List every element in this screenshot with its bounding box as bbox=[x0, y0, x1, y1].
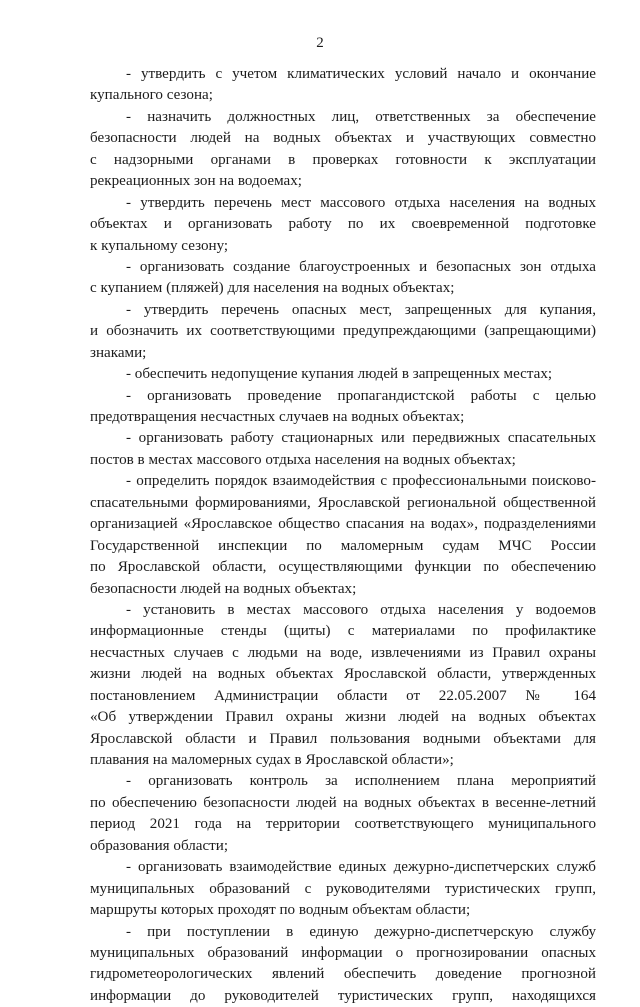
text-line: - организовать работу стационарных или передвижных спасательных bbox=[126, 430, 596, 447]
text-line: - утвердить с учетом климатических условий начало и окончание bbox=[126, 66, 596, 82]
text-line: жизни людей на водных объектах Ярославской области, утвержденных bbox=[90, 666, 596, 683]
text-line: с купанием (пляжей) для населения на водных объектах; bbox=[90, 280, 455, 297]
text-line: - определить порядок взаимодействия с профессиональными поисково- bbox=[126, 473, 596, 490]
text-line: период 2021 года на территории соответствующего муниципального bbox=[90, 816, 596, 833]
text-line: муниципальных образований с руководителями туристических групп, bbox=[90, 880, 596, 897]
text-line: организацией «Ярославское общество спасания на водах», подразделениями bbox=[90, 516, 596, 533]
text-line: гидрометеорологических явлений обеспечить доведение прогнозной bbox=[90, 966, 596, 983]
text-line: муниципальных образований информации о прогнозировании опасных bbox=[90, 944, 596, 961]
text-line: несчастных случаев с людьми на воде, извлечениями из Правил охраны bbox=[90, 644, 596, 661]
text-line: - назначить должностных лиц, ответственных за обеспечение bbox=[126, 108, 596, 125]
text-line: - установить в местах массового отдыха населения у водоемов bbox=[126, 601, 596, 618]
text-line: и обозначить их соответствующими предупреждающими (запрещающими) bbox=[90, 323, 596, 340]
text-line: Ярославской области и Правил пользования водными объектами для bbox=[90, 730, 596, 747]
text-line: купального сезона; bbox=[90, 87, 213, 104]
text-line: к купальному сезону; bbox=[90, 237, 229, 254]
text-line: - организовать взаимодействие единых дежурно-диспетчерских служб bbox=[126, 859, 596, 876]
text-line: постов в местах массового отдыха населения на водных объектах; bbox=[90, 451, 516, 468]
text-line: образования области; bbox=[90, 837, 229, 854]
text-line: информационные стенды (щиты) с материалами по профилактике bbox=[90, 623, 596, 640]
text-line: - обеспечить недопущение купания людей в запрещенных местах; bbox=[126, 366, 553, 383]
text-line: спасательными формированиями, Ярославской региональной общественной bbox=[90, 494, 596, 511]
text-line: по обеспечению безопасности людей на водных объектах в весенне-летний bbox=[90, 794, 596, 811]
text-line: безопасности людей на водных объектах и участвующих совместно bbox=[90, 130, 596, 147]
text-line: маршруты которых проходят по водным объектам области; bbox=[90, 902, 471, 919]
text-line: - утвердить перечень опасных мест, запрещенных для купания, bbox=[126, 301, 596, 318]
text-line: безопасности людей на водных объектах; bbox=[90, 580, 357, 597]
body-text bbox=[90, 64, 596, 1007]
text-line: рекреационных зон на водоемах; bbox=[90, 173, 302, 190]
text-line: «Об утверждении Правил охраны жизни людей на водных объектах bbox=[90, 709, 596, 726]
text-line: предотвращения несчастных случаев на водных объектах; bbox=[90, 409, 465, 425]
text-line: - организовать проведение пропагандистской работы с целью bbox=[126, 387, 596, 404]
text-line: объектах и организовать работу по их своевременной подготовке bbox=[90, 216, 596, 233]
page-number: 2 bbox=[316, 35, 324, 51]
text-line: Государственной инспекции по маломерным судам МЧС России bbox=[90, 537, 596, 554]
text-line: знаками; bbox=[90, 344, 147, 361]
text-line: - организовать контроль за исполнением плана мероприятий bbox=[126, 773, 596, 790]
text-line: плавания на маломерных судах в Ярославской области»; bbox=[90, 752, 454, 768]
text-line: постановлением Администрации области от 22.05.2007 № 164 bbox=[90, 687, 596, 704]
text-line: с надзорными органами в проверках готовности к эксплуатации bbox=[90, 151, 596, 168]
text-line: - организовать создание благоустроенных и безопасных зон отдыха bbox=[126, 258, 596, 275]
text-line: по Ярославской области, осуществляющими функции по обеспечению bbox=[90, 559, 596, 576]
text-line: - при поступлении в единую дежурно-диспетчерскую службу bbox=[126, 923, 596, 940]
text-line: - утвердить перечень мест массового отдыха населения на водных bbox=[126, 194, 596, 211]
text-line: информации до руководителей туристических групп, находящихся bbox=[90, 987, 596, 1004]
